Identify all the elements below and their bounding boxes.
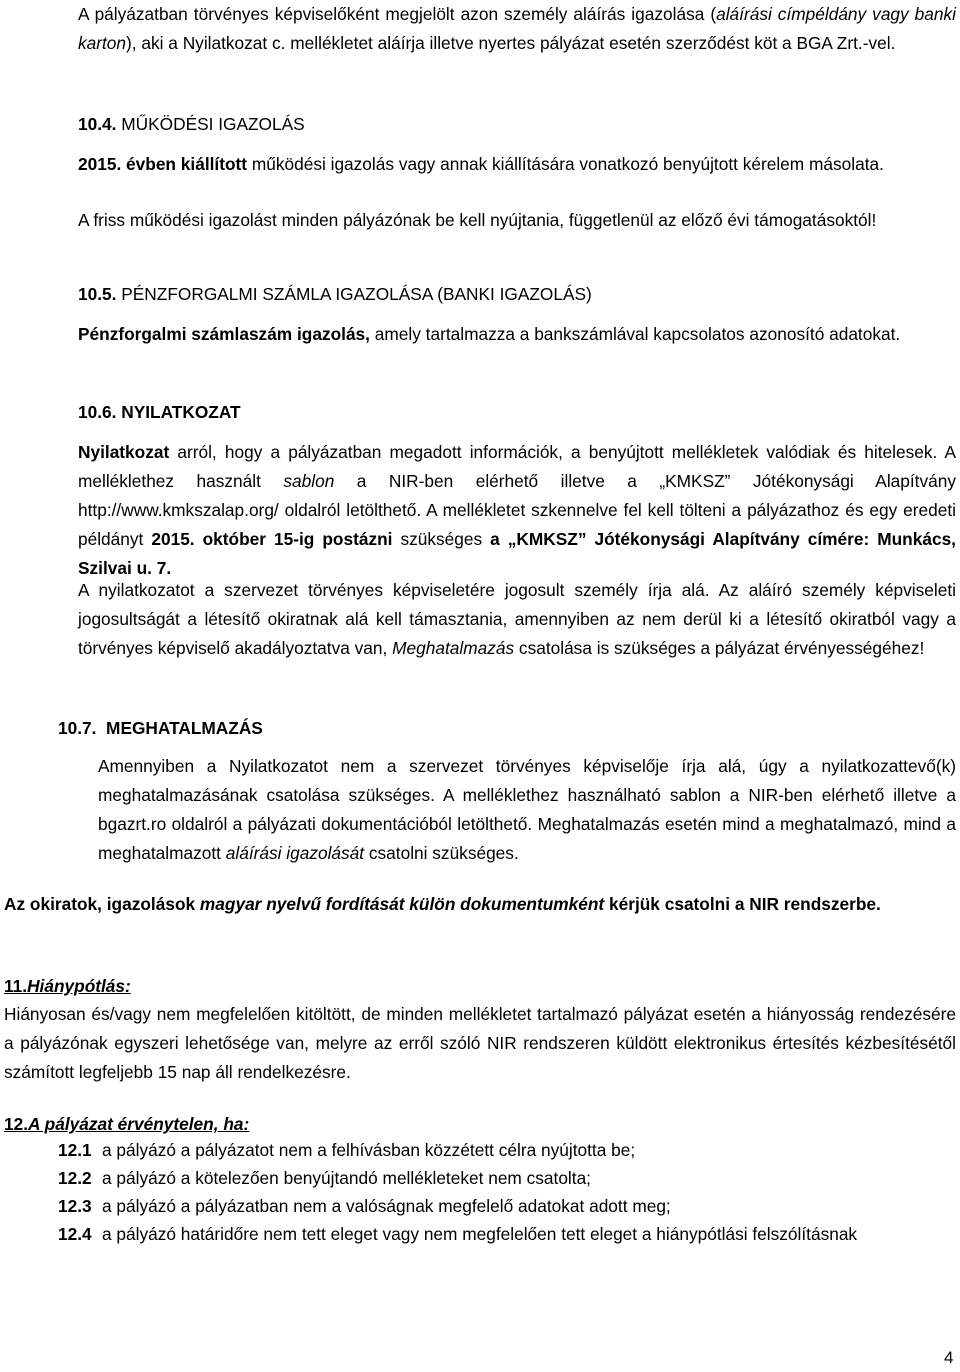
section-10-7-heading: 10.7. MEGHATALMAZÁS (58, 718, 263, 738)
intro-text: A pályázatban törvényes képviselőként megjelölt azon személy aláírás igazolása ( (78, 4, 717, 24)
section-10-6-paragraph: Nyilatkozat arról, hogy a pályázatban megadott információk, a benyújtott mellékletek valódiak és hitelesek. A melléklethez használt sablon a NIR-ben elérhető illetve a „KMKSZ” Jótékonysági Alapítvány http://www.kmkszalap.org/ oldalról letölthető. A mellékletet szkennelve fel kell tölteni a pályázathoz és egy eredeti példányt 2015. október 15-ig postázni szükséges a „KMKSZ” Jótékonysági Alapítvány címére: Munkács, Szilvai u. 7. (78, 442, 956, 578)
section-10-7-paragraph: Amennyiben a Nyilatkozatot nem a szervezet törvényes képviselője írja alá, úgy a nyilatkozattevő(k) meghatalmazásának csatolása szükséges. A melléklethez használható sablon a NIR-ben elérhető illetve a bgazrt.ro oldalról a pályázati dokumentációból letölthető. Meghatalmazás esetén mind a meghatalmazó, mind a meghatalmazott aláírási igazolását csatolni szükséges. (98, 756, 956, 863)
section-10-5-paragraph: Pénzforgalmi számlaszám igazolás, amely tartalmazza a bankszámlával kapcsolatos azonosító adatokat. (78, 324, 901, 344)
list-item: 12.1 a pályázó a pályázatot nem a felhívásban közzétett célra nyújtotta be; (58, 1140, 636, 1160)
section-11-paragraph: Hiányosan és/vagy nem megfelelően kitöltött, de minden mellékletet tartalmazó pályázat esetén a hiányosság rendezésére a pályázónak egyszeri lehetősége van, melyre az erről szóló NIR rendszeren küldött elektronikus értesítés kézbesítésétől számított legfeljebb 15 nap áll rendelkezésre. (4, 1004, 956, 1082)
section-12-heading: 12.A pályázat érvénytelen, ha: (4, 1114, 250, 1134)
list-item: 12.4 a pályázó határidőre nem tett eleget vagy nem megfelelően tett eleget a hiánypótlási felszólításnak (58, 1224, 858, 1244)
list-item: 12.2 a pályázó a kötelezően benyújtandó mellékleteket nem csatolta; (58, 1168, 591, 1188)
section-10-4-heading: 10.4. MŰKÖDÉSI IGAZOLÁS (78, 114, 305, 134)
intro-text-end: ), aki a Nyilatkozat c. mellékletet aláírja illetve nyertes pályázat esetén szerződést köt a BGA Zrt.-vel. (126, 33, 896, 53)
intro-italic: aláírási címpéldány vagy banki karton (78, 4, 957, 53)
section-10-6-signature-paragraph: A nyilatkozatot a szervezet törvényes képviseletére jogosult személy írja alá. Az aláíró személy képviseleti jogosultságát a létesítő okiratnak alá kell támasztania, amennyiben az nem derül ki a létesítő okiratból vagy a törvényes képviselő akadályoztatva van, Meghatalmazás csatolása is szükséges a pályázat érvényességéhez! (78, 580, 956, 658)
list-item: 12.3 a pályázó a pályázatban nem a valóságnak megfelelő adatokat adott meg; (58, 1196, 671, 1216)
intro-paragraph (78, 0, 956, 58)
section-10-5-heading: 10.5. PÉNZFORGALMI SZÁMLA IGAZOLÁSA (BANKI IGAZOLÁS) (78, 284, 592, 304)
section-11-heading: 11.Hiánypótlás: (4, 976, 131, 996)
section-10-4-note: A friss működési igazolást minden pályázónak be kell nyújtania, függetlenül az előző évi támogatásoktól! (78, 210, 877, 230)
section-10-4-paragraph: 2015. évben kiállított működési igazolás vagy annak kiállítására vonatkozó benyújtott kérelem másolata. (78, 154, 884, 174)
section-10-6-heading: 10.6. NYILATKOZAT (78, 402, 241, 422)
translation-note: Az okiratok, igazolások magyar nyelvű fordítását külön dokumentumként kérjük csatolni a NIR rendszerbe. (4, 894, 881, 914)
page-number: 4 (944, 1348, 954, 1367)
